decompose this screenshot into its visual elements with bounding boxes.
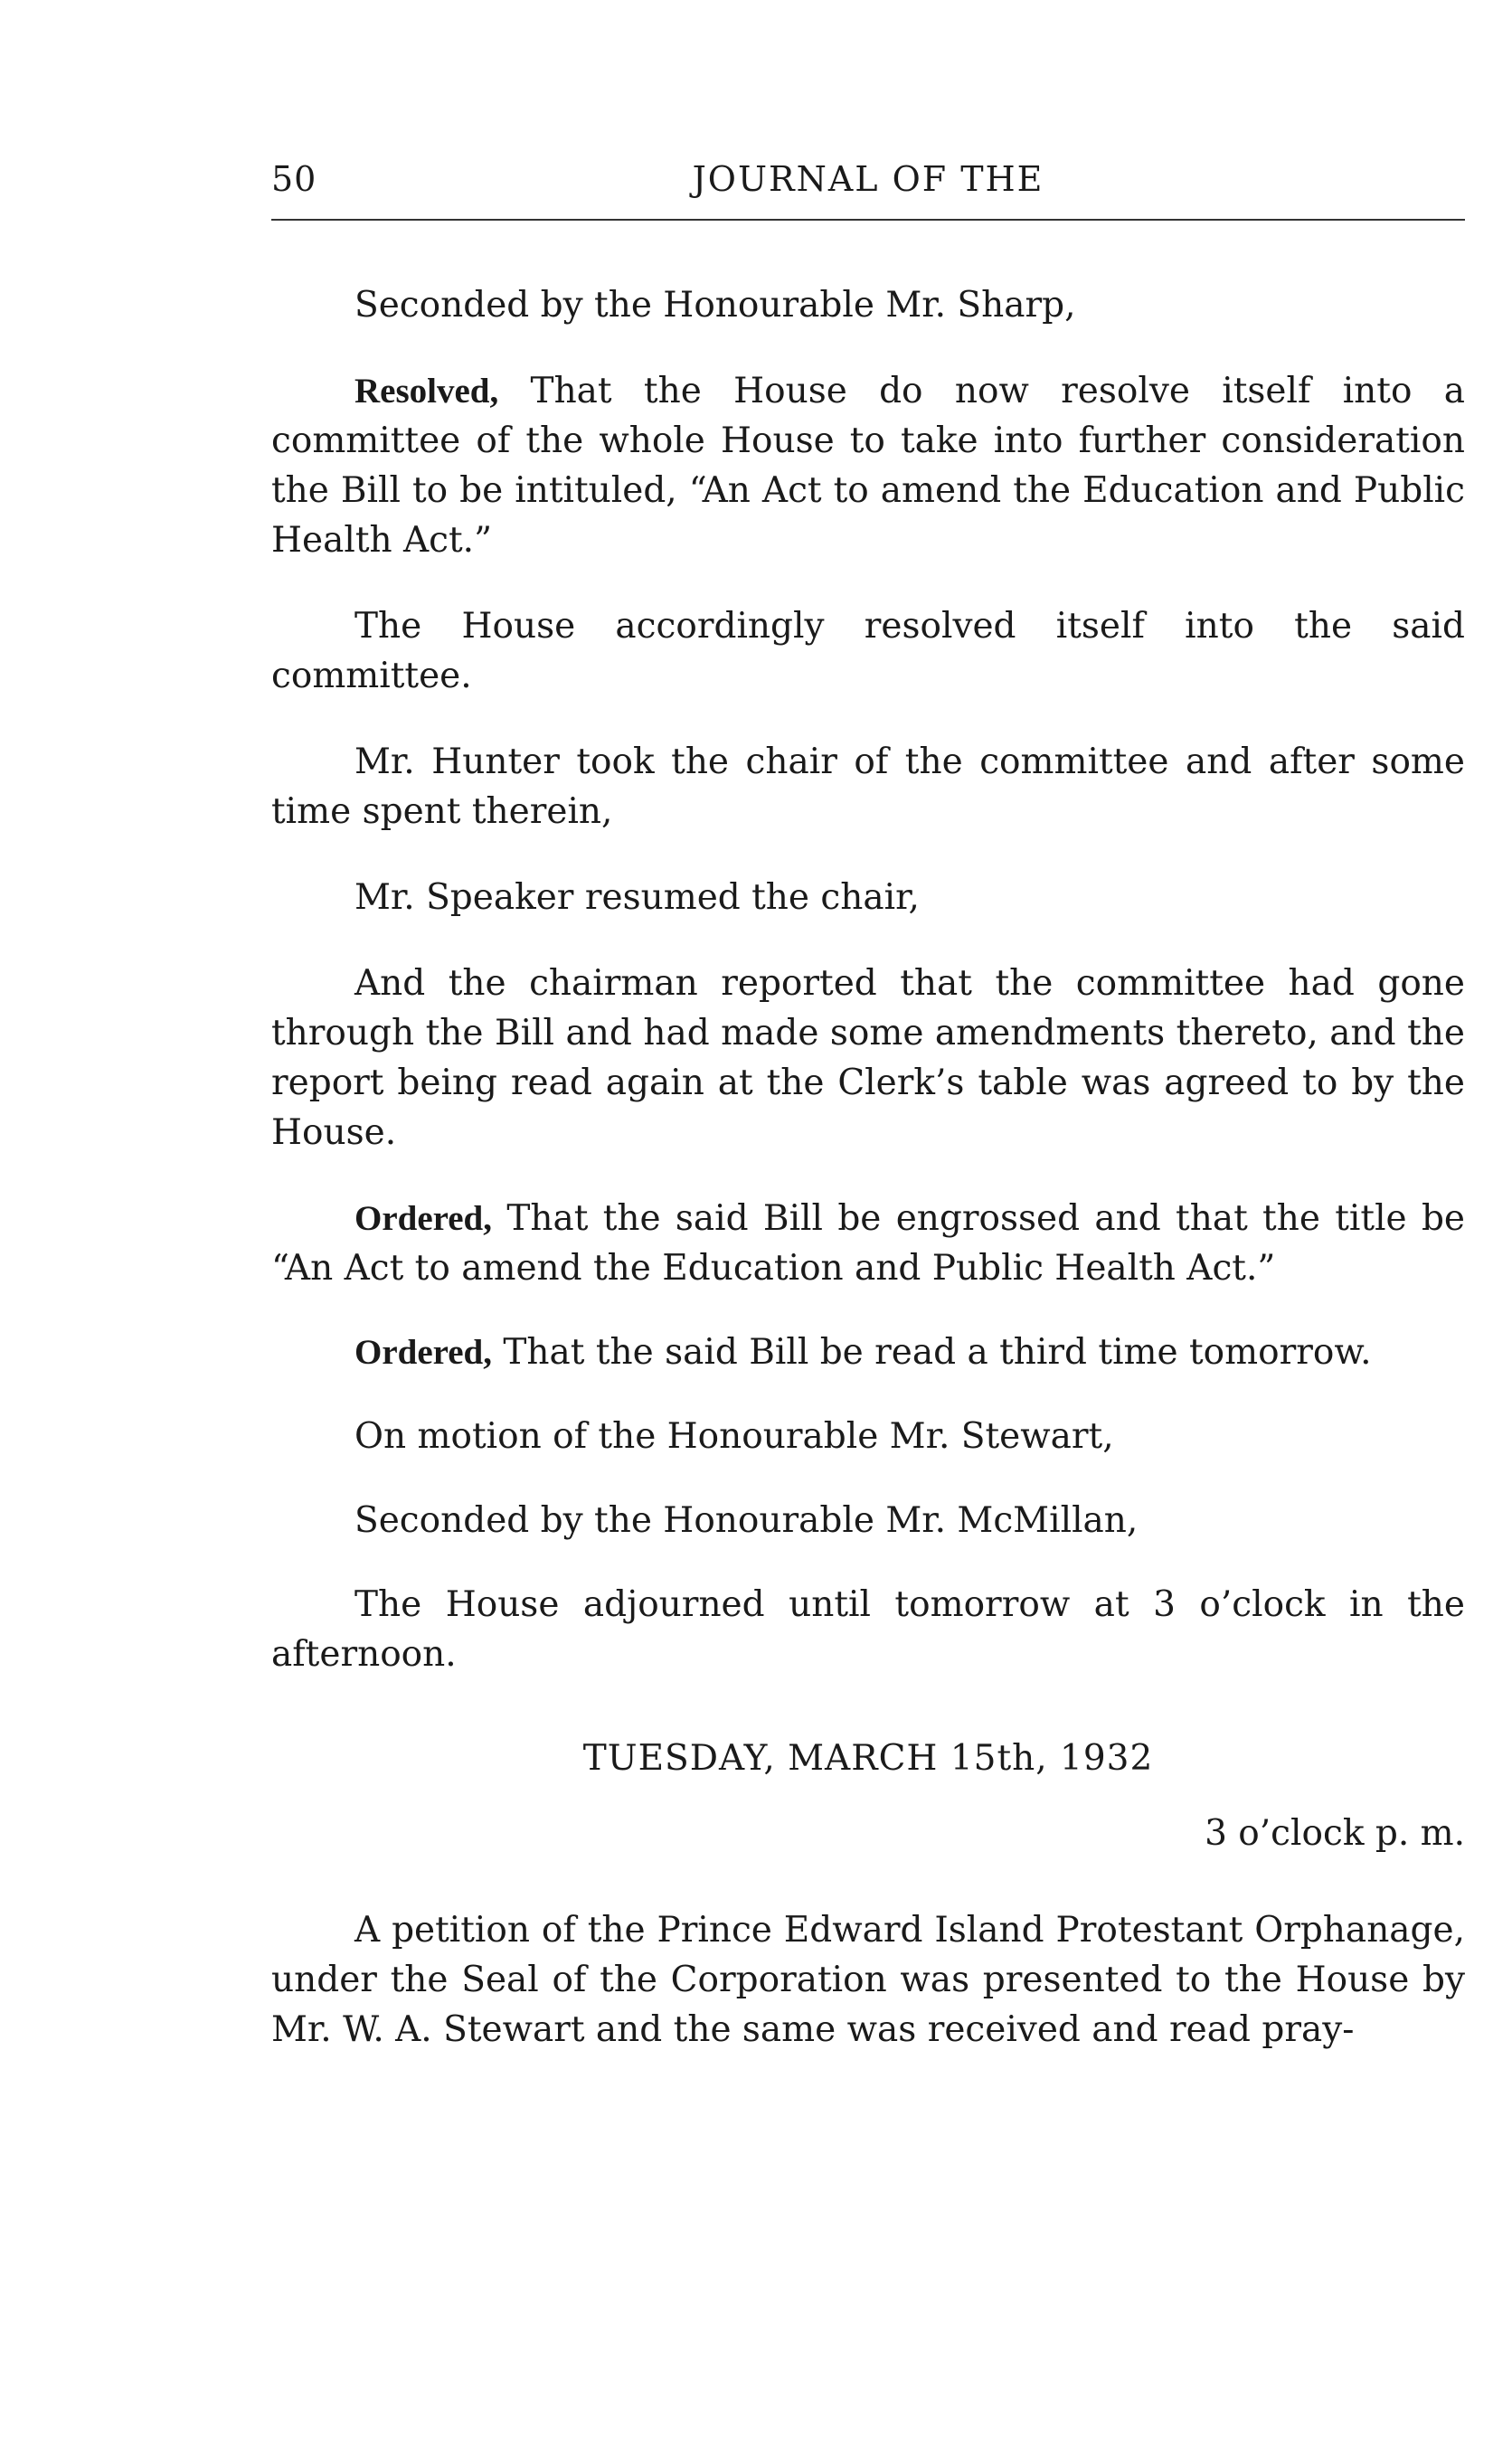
journal-body: [271, 280, 1465, 2091]
paragraph-chairman-reported: [271, 959, 1465, 1157]
page-header: [271, 159, 1465, 204]
paragraph-text: On motion of the Honourable Mr. Stewart,: [354, 1416, 1114, 1457]
running-head: JOURNAL OF THE: [692, 159, 1044, 199]
paragraph-ordered-engrossed: [271, 1194, 1465, 1293]
paragraph-text: That the said Bill be engrossed and that the title be “An Act to amend the Education and Public Health Act.”: [271, 1198, 1465, 1289]
paragraph-text: That the said Bill be read a third time tomorrow.: [492, 1332, 1372, 1373]
paragraph-seconded-mcmillan: [271, 1496, 1465, 1545]
session-heading: TUESDAY, MARCH 15th, 1932: [582, 1738, 1154, 1779]
paragraph-resolved: [271, 366, 1465, 565]
header-rule: [271, 219, 1465, 221]
paragraph-text: And the chairman reported that the committee had gone through the Bill and had made some amendments thereto, and the report being read again at the Clerk’s table was agreed to by the House.: [271, 963, 1465, 1153]
paragraph-text: The House adjourned until tomorrow at 3 o’clock in the afternoon.: [271, 1584, 1465, 1675]
paragraph-text: Mr. Hunter took the chair of the committee and after some time spent therein,: [271, 742, 1465, 832]
paragraph-text: That the House do now resolve itself into a committee of the whole House to take into further consideration the Bill to be intituled, “An Act to amend the Education and Public Health Act.”: [271, 371, 1465, 561]
paragraph-text: The House accordingly resolved itself into the said committee.: [271, 606, 1465, 696]
paragraph-petition: A petition of the Prince Edward Island Protestant Orphanage, under the Seal of the Corporation was presented to the House by Mr. W. A. Stewart and the same was received and read pray-: [271, 1910, 1465, 2050]
paragraph-seconded-sharp: [271, 280, 1465, 330]
session-time: 3 o’clock p. m.: [1205, 1813, 1465, 1854]
paragraph-speaker-resumed: [271, 873, 1465, 922]
paragraph-text: Mr. Speaker resumed the chair,: [354, 877, 920, 918]
paragraph-text: Seconded by the Honourable Mr. McMillan,: [354, 1500, 1139, 1541]
paragraph-ordered-third-reading: [271, 1327, 1465, 1377]
page-number: 50: [271, 159, 317, 199]
ordered-keyword: Ordered,: [354, 1199, 493, 1238]
paragraph-hunter-chair: [271, 737, 1465, 836]
paragraph-text: Seconded by the Honourable Mr. Sharp,: [354, 285, 1076, 326]
paragraph-house-resolved: [271, 601, 1465, 701]
resolved-keyword: Resolved,: [354, 372, 499, 411]
paragraph-motion-stewart: [271, 1412, 1465, 1461]
ordered-keyword: Ordered,: [354, 1333, 493, 1372]
paragraph-adjourned: [271, 1580, 1465, 1679]
